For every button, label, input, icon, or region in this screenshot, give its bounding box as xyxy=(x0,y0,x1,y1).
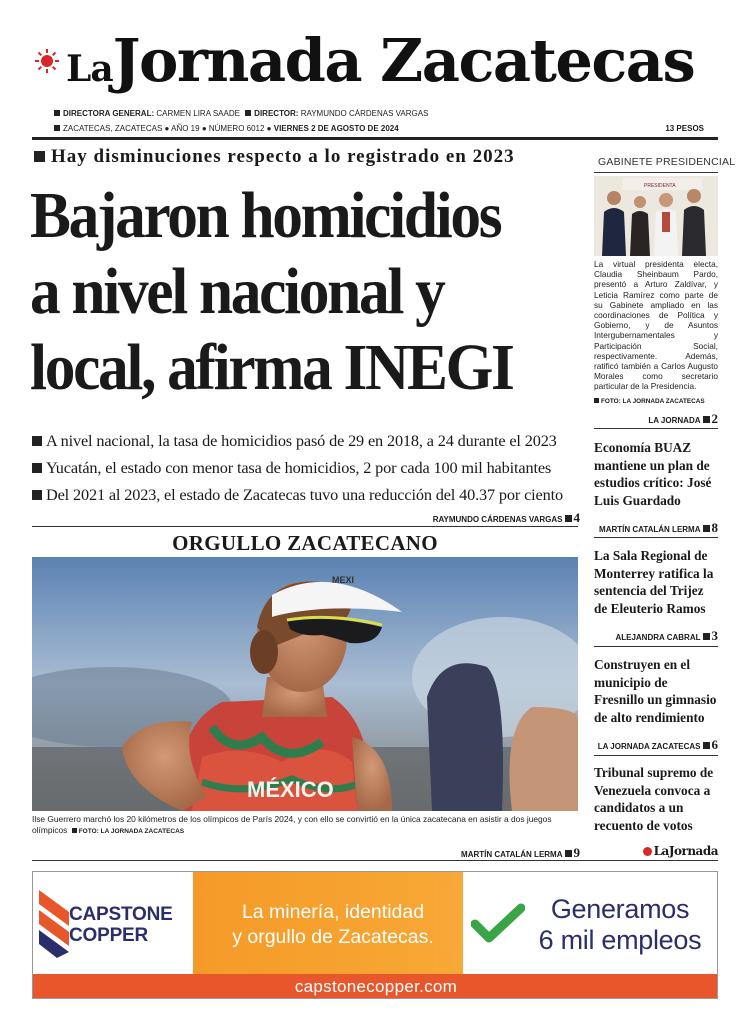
main-headline[interactable] xyxy=(30,178,551,406)
main-credit: RAYMUNDO CÁRDENAS VARGAS 4 xyxy=(432,510,580,525)
divider xyxy=(594,646,718,647)
bullet-item: Del 2021 al 2023, el estado de Zacatecas tuvo una reducción del 40.37 por ciento xyxy=(32,481,592,508)
divider xyxy=(594,755,718,756)
gabinete-credit: LA JORNADA 2 xyxy=(648,411,718,426)
shirt-text: MÉXICO xyxy=(247,777,334,802)
headline-line: local, afirma INEGI xyxy=(30,331,513,404)
headline-line: a nivel nacional y xyxy=(30,255,444,328)
side-story-credit: LA JORNADA ZACATECAS 6 xyxy=(597,737,718,752)
athlete-illustration xyxy=(32,557,578,811)
gabinete-text: La virtual presidenta electa, Claudia Sheinbaum Pardo, presentó a Arturo Zaldívar, y Leticia Ramírez como parte de su Gabinete ampliado en las coordinaciones de Política y Gobierno, y de Asuntos Intergubernamentales y Participación Social, respectivamente. Además, ratificó también a Carlos Augusto Morales como secretario particular de la Presidencia. xyxy=(594,259,718,392)
divider xyxy=(594,172,718,173)
capstone-ad[interactable] xyxy=(32,871,718,999)
banner-text: PRESIDENTA xyxy=(644,183,676,189)
headline-line: Bajaron homicidios xyxy=(30,179,501,252)
sun-logo-icon xyxy=(34,48,60,74)
main-bullets xyxy=(32,427,592,508)
main-kicker: Hay disminuciones respecto a lo registrado en 2023 xyxy=(34,146,515,168)
footer-logo: LaJornada xyxy=(643,844,718,858)
bullet-item: A nivel nacional, la tasa de homicidios pasó de 29 en 2018, a 24 durante el 2023 xyxy=(32,427,592,454)
divider xyxy=(32,526,578,527)
ad-slogan: La minería, identidad y orgullo de Zacatecas. xyxy=(232,901,434,948)
side-story-headline[interactable]: La Sala Regional de Monterrey ratifica la sentencia del Trijez de Eleuterio Ramos xyxy=(594,548,714,616)
photo-credit: MARTÍN CATALÁN LERMA 9 xyxy=(461,845,580,860)
checkmark-icon xyxy=(471,902,525,946)
visor-text: MEXI xyxy=(332,575,355,585)
bullet-item: Yucatán, el estado con menor tasa de homicidios, 2 por cada 100 mil habitantes xyxy=(32,454,592,481)
staff-line: DIRECTORA GENERAL: CARMEN LIRA SAADE DIRECTOR: RAYMUNDO CÁRDENAS VARGAS xyxy=(54,109,428,118)
athlete-photo[interactable] xyxy=(32,557,578,811)
gabinete-photo-credit: FOTO: LA JORNADA ZACATECAS xyxy=(594,398,705,405)
capstone-logo-icon xyxy=(39,890,69,958)
side-story-headline[interactable]: Tribunal supremo de Venezuela convoca a candidatos a un recuento de votos xyxy=(594,765,714,833)
sun-logo-icon xyxy=(643,847,652,856)
divider xyxy=(594,428,718,429)
newspaper-logo: LaJornada Zacatecas xyxy=(66,26,695,95)
gabinete-photo[interactable] xyxy=(594,176,718,256)
ad-url-link[interactable]: capstonecopper.com xyxy=(33,974,718,999)
gabinete-title: GABINETE PRESIDENCIAL xyxy=(598,156,736,168)
photo-caption: Ilse Guerrero marchó los 20 kilómetros de los olímpicos de París 2024, y con ello se convirtió en la única zacatecana en asistir a dos juegos olímpicos FOTO: LA JORNADA ZACATECAS xyxy=(32,814,552,835)
divider xyxy=(594,537,718,538)
masthead-rule xyxy=(32,137,718,140)
ad-empleos-text: Generamos 6 mil empleos xyxy=(538,894,702,955)
ad-brand-name: CAPSTONE COPPER xyxy=(69,904,173,946)
divider xyxy=(32,860,718,861)
price: 13 PESOS xyxy=(665,124,704,133)
gabinete-illustration xyxy=(594,176,718,256)
side-story-headline[interactable]: Construyen en el municipio de Fresnillo un gimnasio de alto rendimiento xyxy=(594,657,717,725)
side-story-credit: ALEJANDRA CABRAL 3 xyxy=(615,628,718,643)
photo-section-title: ORGULLO ZACATECANO xyxy=(172,531,438,555)
side-story-headline[interactable]: Economía BUAZ mantiene un plan de estudios crítico: José Luis Guardado xyxy=(594,440,712,508)
edition-line: ZACATECAS, ZACATECAS ● AÑO 19 ● NÚMERO 6012 ● VIERNES 2 DE AGOSTO DE 2024 xyxy=(54,124,399,133)
side-story-credit: MARTÍN CATALÁN LERMA 8 xyxy=(599,520,718,535)
